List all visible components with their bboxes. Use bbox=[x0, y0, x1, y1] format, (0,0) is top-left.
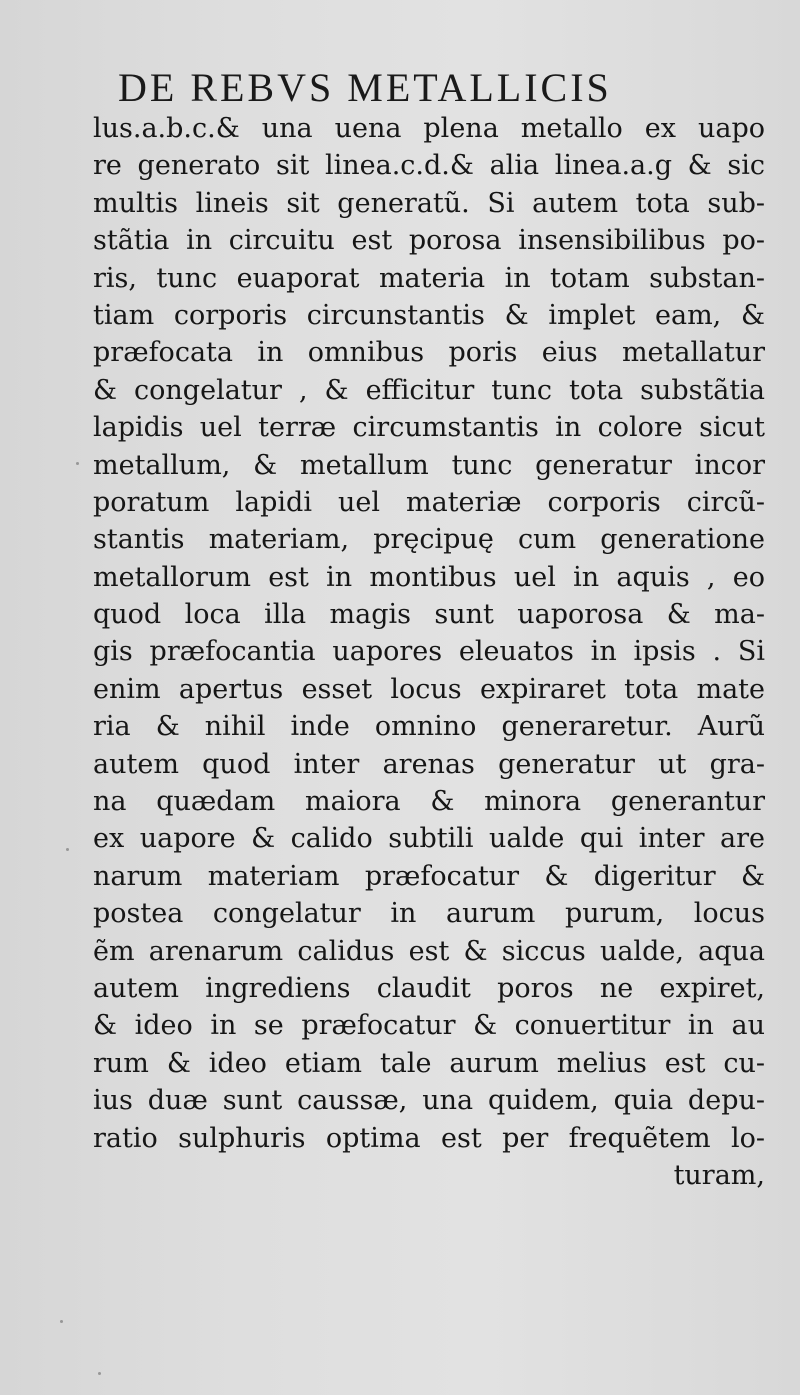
text-line: ria & nihil inde omnino generaretur. Aurũ bbox=[93, 711, 765, 743]
text-line: narum materiam præfocatur & digeritur & bbox=[93, 860, 765, 892]
text-line: enim apertus esset locus expiraret tota mate bbox=[93, 673, 765, 705]
ink-speck bbox=[76, 462, 79, 465]
text-line: ratio sulphuris optima est per frequẽtem lo- bbox=[93, 1122, 765, 1154]
text-line: ris, tunc euaporat materia in totam substan- bbox=[93, 262, 765, 294]
text-line: multis lineis sit generatũ. Si autem tota sub- bbox=[93, 187, 765, 219]
body-text bbox=[93, 110, 765, 1194]
text-line: metallum, & metallum tunc generatur incor bbox=[93, 449, 765, 481]
text-line: metallorum est in montibus uel in aquis , eo bbox=[93, 561, 765, 593]
text-line: ẽm arenarum calidus est & siccus ualde, aqua bbox=[93, 935, 765, 967]
text-line: quod loca illa magis sunt uaporosa & ma- bbox=[93, 599, 765, 631]
text-line: gis præfocantia uapores eleuatos in ipsis . Si bbox=[93, 636, 765, 668]
ink-speck bbox=[66, 848, 69, 851]
text-line: ex uapore & calido subtili ualde qui inter are bbox=[93, 823, 765, 855]
text-line: rum & ideo etiam tale aurum melius est cu- bbox=[93, 1047, 765, 1079]
text-line: lapidis uel terræ circumstantis in colore sicut bbox=[93, 412, 765, 444]
text-line: autem quod inter arenas generatur ut gra- bbox=[93, 748, 765, 780]
text-line: re generato sit linea.c.d.& alia linea.a.g & sic bbox=[93, 150, 765, 182]
text-line: na quædam maiora & minora generantur bbox=[93, 786, 765, 818]
running-title: DE REBVS METALLICIS bbox=[118, 65, 612, 110]
text-line: & ideo in se præfocatur & conuertitur in au bbox=[93, 1010, 765, 1042]
text-line: & congelatur , & efficitur tunc tota substãtia bbox=[93, 374, 765, 406]
text-line: stãtia in circuitu est porosa insensibilibus po- bbox=[93, 225, 765, 257]
text-line: postea congelatur in aurum purum, locus bbox=[93, 898, 765, 930]
text-line-catchword: turam, bbox=[673, 1159, 765, 1191]
text-line: autem ingrediens claudit poros ne expiret, bbox=[93, 972, 765, 1004]
text-line: tiam corporis circunstantis & implet eam, & bbox=[93, 299, 765, 331]
ink-speck bbox=[60, 1320, 63, 1323]
ink-speck bbox=[98, 1372, 101, 1375]
text-line: lus.a.b.c.& una uena plena metallo ex uapo bbox=[93, 113, 765, 144]
text-line: ius duæ sunt caussæ, una quidem, quia depu- bbox=[93, 1085, 765, 1117]
text-line: stantis materiam, pręcipuę cum generatione bbox=[93, 524, 765, 556]
text-line: poratum lapidi uel materiæ corporis circũ- bbox=[93, 486, 765, 518]
text-line: præfocata in omnibus poris eius metallatur bbox=[93, 337, 765, 369]
